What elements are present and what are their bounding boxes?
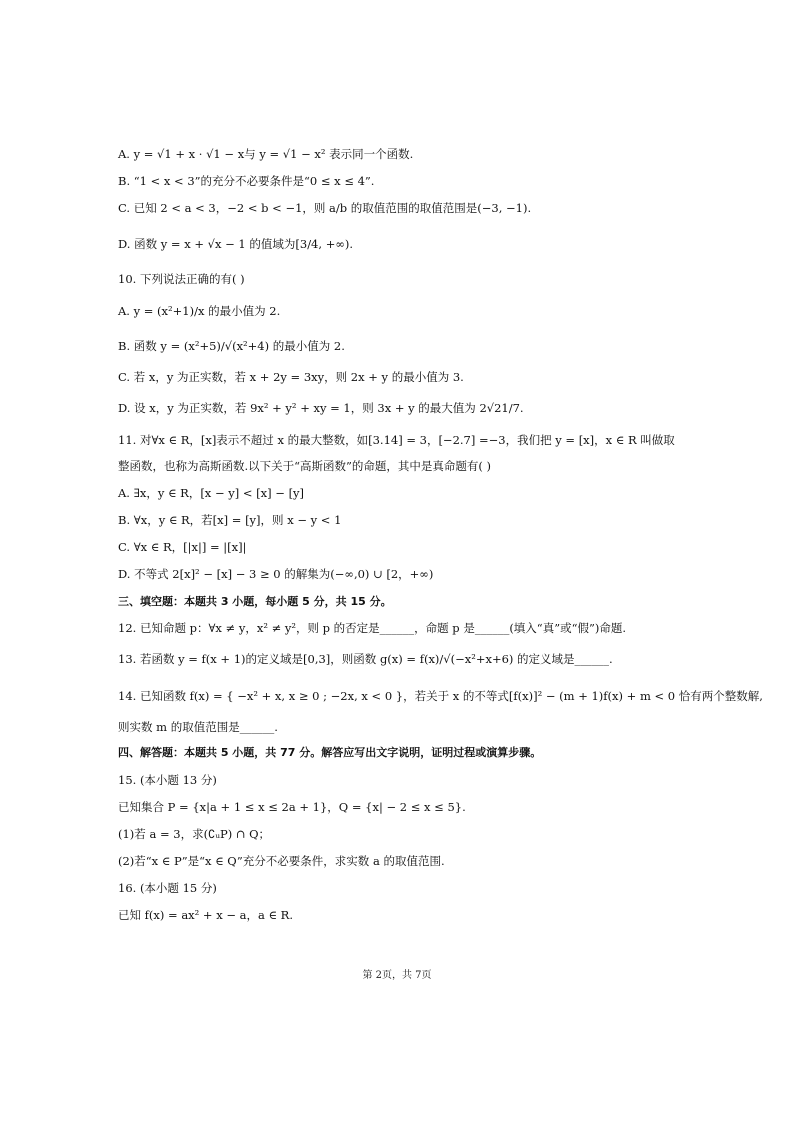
- q15-title: 15. (本小题 13 分): [118, 773, 217, 787]
- q13: 13. 若函数 y = f(x + 1)的定义域是[0,3]，则函数 g(x) = f(x)/√(−x²+x+6) 的定义域是______.: [118, 652, 613, 666]
- page-footer: 第 2页，共 7页: [362, 970, 432, 981]
- q9-option-c: C. 已知 2 < a < 3，−2 < b < −1，则 a/b 的取值范围的取值范围是(−3, −1).: [118, 201, 532, 215]
- q11-option-a: A. ∃x，y ∈ R，[x − y] < [x] − [y]: [118, 486, 305, 500]
- q16-title: 16. (本小题 15 分): [118, 881, 217, 895]
- q15-part1: (1)若 a = 3，求(∁ᵤP) ∩ Q；: [118, 827, 271, 841]
- q10-option-c: C. 若 x，y 为正实数，若 x + 2y = 3xy，则 2x + y 的最小值为 3.: [118, 370, 464, 384]
- q9-option-a: A. y = √1 + x · √1 − x与 y = √1 − x² 表示同一个函数.: [118, 147, 414, 161]
- q15-given: 已知集合 P = {x|a + 1 ≤ x ≤ 2a + 1}，Q = {x| − 2 ≤ x ≤ 5}.: [118, 800, 466, 814]
- q16-given: 已知 f(x) = ax² + x − a，a ∈ R.: [118, 908, 293, 922]
- q9-option-b: B. “1 < x < 3”的充分不必要条件是“0 ≤ x ≤ 4”.: [118, 174, 375, 188]
- q11-option-d: D. 不等式 2[x]² − [x] − 3 ≥ 0 的解集为(−∞,0) ∪ [2，+∞): [118, 567, 434, 581]
- q11-option-c: C. ∀x ∈ R，[|x|] = |[x]|: [118, 540, 247, 554]
- q9-option-d: D. 函数 y = x + √x − 1 的值域为[3/4, +∞).: [118, 237, 354, 251]
- q11-stem-line2: 整函数，也称为高斯函数.以下关于“高斯函数”的命题，其中是真命题有( ): [118, 459, 492, 473]
- q10-option-d: D. 设 x，y 为正实数，若 9x² + y² + xy = 1，则 3x + y 的最大值为 2√21/7.: [118, 401, 524, 415]
- section-3-heading: 三、填空题：本题共 3 小题，每小题 5 分，共 15 分。: [118, 595, 392, 608]
- q10-option-a: A. y = (x²+1)/x 的最小值为 2.: [118, 304, 281, 318]
- q15-part2: (2)若“x ∈ P”是“x ∈ Q”充分不必要条件，求实数 a 的取值范围.: [118, 854, 445, 868]
- section-4-heading: 四、解答题：本题共 5 小题，共 77 分。解答应写出文字说明，证明过程或演算步骤。: [118, 746, 542, 759]
- q12: 12. 已知命题 p：∀x ≠ y，x² ≠ y²，则 p 的否定是______，命题 p 是______(填入“真”或“假”)命题.: [118, 621, 626, 635]
- q11-stem-line1: 11. 对∀x ∈ R，[x]表示不超过 x 的最大整数，如[3.14] = 3，[−2.7] =−3，我们把 y = [x]，x ∈ R 叫做取: [118, 433, 675, 447]
- q10-option-b: B. 函数 y = (x²+5)/√(x²+4) 的最小值为 2.: [118, 339, 345, 353]
- q11-option-b: B. ∀x，y ∈ R，若[x] = [y]，则 x − y < 1: [118, 513, 342, 527]
- q10-stem: 10. 下列说法正确的有( ): [118, 272, 245, 286]
- q14-line1: 14. 已知函数 f(x) = { −x² + x, x ≥ 0 ; −2x, x < 0 }，若关于 x 的不等式[f(x)]² − (m + 1)f(x) + m < 0 恰有两个整数解,: [118, 689, 763, 703]
- q14-line2: 则实数 m 的取值范围是______.: [118, 720, 278, 734]
